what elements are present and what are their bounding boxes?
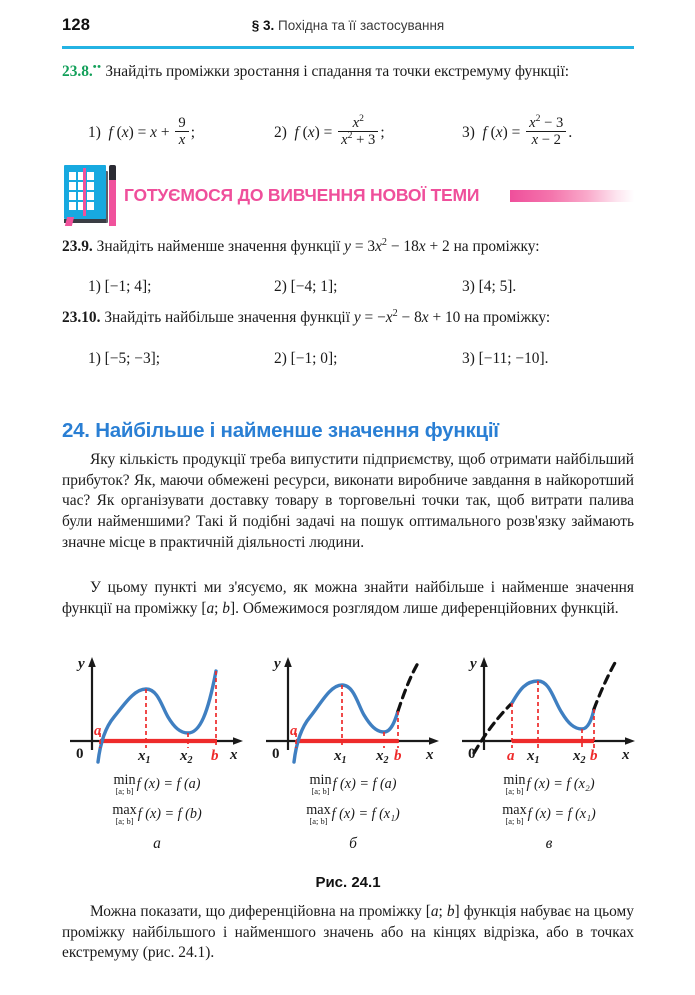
paragraph-2-var-a: a [206,599,215,617]
exercise-23-9-option-2: 2) [−4; 1]; [274,278,338,295]
min-subscript-v: [a; b] [505,786,524,797]
exercise-23-8-item-3: 3) f (x) = $\frac{x^2 - 3}{x - 2}$ . [462,113,573,149]
min-operator-v: min [503,772,526,788]
exercise-23-10 [62,308,664,328]
exercise-23-9-number: 23.9. [62,238,93,255]
min-operator-a: min [113,772,136,788]
exercise-23-10-option-1: 1) [−5; −3]; [88,350,161,367]
exercise-23-10-formula: $y = -x^2 - 8x + 10$ [353,307,461,326]
exercise-23-10-option-3: 3) [−11; −10]. [462,350,549,367]
exercise-23-10-number: 23.10. [62,309,101,326]
svg-text:x1: $x_1$ [138,748,151,765]
max-subscript-v: [a; b] [505,816,524,827]
max-operator-v: max [502,802,527,818]
figure-panel-v-letter: в [545,835,553,852]
exercise-23-8-marks: •• [92,61,102,73]
exercise-23-8-item-1: 1) f (x) = x + $\frac{9}{x}$ ; [88,115,195,149]
svg-text:0: 0 [76,746,84,762]
figure-24-1 [62,655,634,865]
figure-panel-b-letter: б [349,835,357,852]
paragraph-3-sep: ; [438,903,447,920]
graph-b [258,655,448,765]
figure-panel-v-max [454,803,644,826]
section-24-paragraph-2 [62,578,634,619]
exercise-23-9-text-after: на проміжку: [453,238,540,255]
paragraph-3-part-a: Можна показати, що диференційовна на проміжку [ [90,903,431,920]
pen-body-icon [109,180,116,226]
max-expression-b: f (x) = f (x₁) [331,805,400,822]
max-subscript-b: [a; b] [309,816,328,827]
exercise-23-10-option-2: 2) [−1; 0]; [274,350,338,367]
svg-text:y: y [274,656,281,672]
figure-panel-a-max [62,803,252,826]
exercise-23-8-items [62,108,634,160]
figure-panel-a-min [62,773,252,796]
svg-text:x: x [426,747,434,763]
max-operator-b: max [306,802,331,818]
graph-v [454,655,644,765]
svg-text:b: b [211,748,219,764]
max-operator-a: max [112,802,137,818]
svg-text:b: b [590,748,598,764]
max-subscript-a: [a; b] [115,816,134,827]
svg-text:x2: $x_2$ [180,748,193,765]
exercise-23-10-text-after: на проміжку: [464,309,551,326]
paragraph-2-sep: ; [214,599,223,617]
svg-text:0: 0 [272,746,280,762]
min-subscript-b: [a; b] [311,786,330,797]
min-expression-b: f (x) = f (a) [332,775,397,792]
min-operator-b: min [309,772,332,788]
banner-gradient-bar [510,190,634,202]
svg-text:x2: $x_2$ [376,748,389,765]
paragraph-2-part-b: ]. Обмежимося розглядом лише диференційовних функцій. [230,599,619,617]
paragraph-2-var-b: b [222,599,230,617]
pen-tip-icon [109,165,116,181]
paragraph-2-part-a: У цьому пункті ми з'ясуємо, як можна знайти найбільше і найменше значення функції на проміжку [ [62,579,634,617]
max-expression-v: f (x) = f (x₁) [527,805,596,822]
exercise-23-10-text-before: Знайдіть найбільше значення функції [104,309,350,326]
exercise-23-9-formula: $y = 3x^2 - 18x + 2$ [344,236,450,255]
paragraph-3-part-b: ] функція набуває на цьому проміжку найбільшого і найменшого значень або на кінцях відрізка, або в точках екстремуму (рис. 24.1). [62,903,634,962]
figure-panel-v [454,655,644,865]
figure-panel-a [62,655,252,865]
prepare-topic-banner [62,163,634,229]
header-rule [62,46,634,49]
section-24-paragraph-1: Яку кількість продукції треба випустити підприємству, щоб отримати найбільший прибуток? Як, маючи обмежені ресурси, виконати виробниче завдання в найкоротший час? Як організувати доставку товару в торговельні точки так, щоб витрати палива були найменшими? Такі й подібні задачі на пошук оптимального розв'язку займають значне місце в практичній діяльності людини. [62,451,634,551]
page-number: 128 [62,16,91,34]
figure-panel-b-max [258,803,448,826]
svg-text:a: a [94,723,102,739]
exercise-23-8-text: Знайдіть проміжки зростання і спадання та точки екстремуму функції: [105,63,570,81]
paragraph-3-var-b: b [446,903,455,920]
exercise-23-9-option-1: 1) [−1; 4]; [88,278,152,295]
figure-panel-v-min [454,773,644,796]
exercise-23-9-option-3: 3) [4; 5]. [462,278,517,295]
figure-caption: Рис. 24.1 [315,874,381,891]
exercise-23-8 [62,60,664,82]
svg-text:x1: $x_1$ [334,748,347,765]
page-header [62,16,634,46]
min-subscript-a: [a; b] [115,786,134,797]
figure-panel-a-letter: a [153,835,161,852]
svg-text:a: a [507,748,515,764]
svg-text:x: x [230,747,238,763]
section-title-text: Похідна та її застосування [278,18,445,33]
banner-title: ГОТУЄМОСЯ ДО ВИВЧЕННЯ НОВОЇ ТЕМИ [124,185,480,205]
running-head [62,18,634,33]
paragraph-3-var-a: a [430,903,439,920]
svg-text:0: 0 [468,746,476,762]
svg-text:a: a [290,723,298,739]
section-24-heading: 24. Найбільше і найменше значення функції [62,419,499,442]
max-expression-a: f (x) = f (b) [137,805,202,822]
svg-text:x1: $x_1$ [527,748,540,765]
svg-text:x2: $x_2$ [573,748,586,765]
exercise-23-8-item-2: 2) f (x) = $\frac{x^2}{x^2 + 3}$ ; [274,113,385,149]
exercise-23-9-text-before: Знайдіть найменше значення функції [96,238,341,255]
graph-a [62,655,252,765]
svg-text:y: y [78,656,85,672]
figure-panel-b-min [258,773,448,796]
svg-text:x: x [622,747,630,763]
exercise-23-9 [62,237,664,257]
svg-text:y: y [470,656,477,672]
section-24-paragraph-3 [62,902,634,964]
min-expression-a: f (x) = f (a) [136,775,201,792]
figure-panel-b [258,655,448,865]
min-expression-v: f (x) = f (x₂) [526,775,595,792]
svg-text:b: b [394,748,402,764]
section-marker: § 3. [251,18,275,33]
exercise-23-8-number: 23.8. [62,63,93,81]
notebook-and-pen-icon [64,165,116,227]
